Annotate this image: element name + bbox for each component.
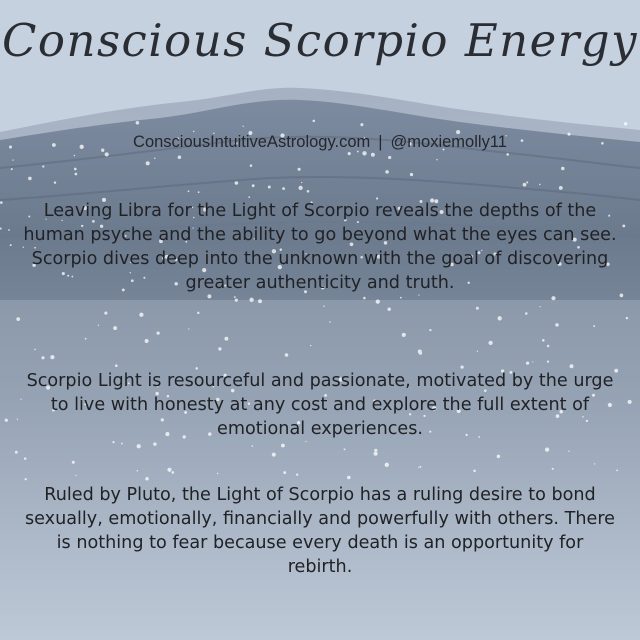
snow-speckle [104, 312, 107, 315]
snow-speckle [420, 466, 422, 468]
snow-speckle [542, 339, 545, 342]
snow-speckle [171, 471, 174, 474]
snow-speckle [371, 153, 375, 157]
paragraph-leaving-libra: Leaving Libra for the Light of Scorpio reveals the depths of the human psyche and the ability to go beyond what the eyes can see. Scorpio dives deep into the unknown with the goal of discovering greater authenticity and truth. [23, 201, 617, 293]
snow-speckle [525, 312, 528, 315]
paragraph-ruled-by-pluto: Ruled by Pluto, the Light of Scorpio has a ruling desire to bond sexually, emotionally, financially and powerfully with others. There is nothing to fear because every death is an opportunity for rebirth. [24, 485, 615, 577]
snow-speckle [360, 123, 363, 126]
snow-speckle [310, 345, 311, 346]
page-title: Conscious Scorpio Energy [1, 14, 639, 67]
snow-speckle [540, 306, 541, 307]
snow-speckle [41, 356, 44, 359]
snow-speckle [12, 159, 13, 160]
snow-speckle [75, 173, 78, 176]
social-handle: @moxiemolly11 [390, 133, 507, 151]
snow-speckle [410, 173, 413, 176]
snow-speckle [42, 165, 44, 167]
snow-speckle [429, 329, 431, 331]
snow-speckle [50, 355, 54, 359]
snow-speckle [105, 152, 109, 156]
snow-speckle [121, 443, 123, 445]
snow-speckle [137, 444, 141, 448]
snow-speckle [17, 419, 18, 420]
snow-speckle [154, 157, 155, 158]
snow-speckle [156, 331, 159, 334]
snow-speckle [98, 325, 99, 326]
snow-speckle [112, 441, 114, 443]
snow-speckle [296, 474, 298, 476]
snow-speckle [301, 182, 302, 183]
snow-speckle [188, 328, 189, 329]
website-text: ConsciousIntuitiveAstrology.com [133, 133, 371, 151]
separator: | [378, 133, 383, 151]
snow-speckle [24, 457, 27, 460]
snow-speckle [523, 183, 527, 187]
snow-speckle [72, 461, 75, 464]
snow-speckle [616, 470, 618, 472]
snow-speckle [74, 168, 77, 171]
snow-speckle [16, 317, 20, 321]
snow-speckle [234, 296, 236, 298]
snow-speckle [593, 325, 595, 327]
snow-speckle [248, 196, 250, 198]
snow-speckle [436, 159, 437, 160]
snow-speckle [526, 181, 528, 183]
snow-speckle [224, 337, 228, 341]
snow-speckle [281, 444, 285, 448]
snow-speckle [344, 448, 346, 450]
snow-speckle [400, 297, 402, 299]
snow-speckle [388, 156, 391, 159]
snow-speckle [532, 361, 533, 362]
snow-speckle [624, 122, 627, 125]
snow-speckle [139, 313, 143, 317]
snow-speckle [198, 191, 200, 193]
snow-speckle [473, 470, 476, 473]
snow-speckle [313, 120, 316, 123]
snow-speckle [74, 155, 76, 157]
snow-speckle [622, 224, 625, 227]
snow-speckle [488, 341, 492, 345]
snow-speckle [568, 450, 569, 451]
snow-speckle [376, 299, 380, 303]
snow-speckle [218, 347, 221, 350]
snow-speckle [402, 333, 406, 337]
snow-speckle [418, 467, 419, 468]
snow-speckle [418, 350, 422, 354]
snow-speckle [552, 468, 554, 470]
snow-speckle [188, 190, 190, 192]
snow-speckle [283, 471, 286, 474]
paragraph-scorpio-light: Scorpio Light is resourceful and passionate, motivated by the urge to live with honesty at any cost and explore the full extent of emotional experiences. [26, 371, 614, 439]
snow-speckle [497, 455, 500, 458]
snow-speckle [282, 187, 285, 190]
snow-speckle [526, 361, 529, 364]
snow-speckle [305, 441, 306, 442]
snow-speckle [28, 177, 32, 181]
snow-speckle [387, 307, 390, 310]
snow-speckle [136, 121, 140, 125]
snow-speckle [193, 131, 195, 133]
snow-speckle [34, 349, 36, 351]
snow-speckle [249, 298, 253, 302]
snow-speckle [243, 126, 244, 127]
snow-speckle [258, 299, 262, 303]
snow-speckle [545, 447, 549, 451]
snow-speckle [217, 473, 218, 474]
snow-speckle [555, 323, 559, 327]
snow-speckle [347, 476, 351, 480]
snow-speckle [145, 339, 149, 343]
snow-speckle [54, 181, 56, 183]
snow-speckle [307, 190, 310, 193]
snow-speckle [594, 463, 595, 464]
snow-speckle [506, 153, 509, 156]
snow-speckle [15, 451, 18, 454]
snow-speckle [363, 297, 366, 300]
snow-speckle [252, 184, 255, 187]
snow-speckle [374, 449, 377, 452]
snow-speckle [298, 168, 301, 171]
snow-speckle [569, 364, 573, 368]
snow-speckle [385, 170, 389, 174]
snow-speckle [167, 468, 171, 472]
snow-speckle [539, 184, 541, 186]
snow-speckle [5, 419, 8, 422]
snow-speckle [272, 453, 276, 457]
snow-speckle [298, 186, 302, 190]
snow-speckle [25, 478, 27, 480]
snow-speckle [146, 161, 150, 165]
snow-speckle [137, 470, 139, 472]
snow-speckle [620, 294, 624, 298]
snow-speckle [251, 445, 253, 447]
snow-speckle [197, 312, 199, 314]
snow-speckle [477, 351, 478, 352]
snow-speckle [561, 167, 564, 170]
snow-speckle [551, 296, 555, 300]
source-line [0, 133, 640, 152]
snow-speckle [628, 400, 632, 404]
snow-speckle [207, 294, 211, 298]
snow-speckle [626, 317, 628, 319]
snow-speckle [153, 442, 156, 445]
snow-speckle [250, 164, 253, 167]
snow-speckle [10, 244, 12, 246]
snow-speckle [235, 299, 238, 302]
snow-speckle [559, 186, 563, 190]
snow-speckle [329, 321, 330, 322]
snow-speckle [115, 364, 118, 367]
snow-speckle [85, 338, 87, 340]
snow-speckle [268, 186, 271, 189]
snow-speckle [476, 307, 479, 310]
snow-speckle [8, 229, 10, 231]
snow-speckle [374, 452, 378, 456]
snow-speckle [385, 463, 389, 467]
snow-speckle [323, 305, 324, 306]
snow-speckle [547, 345, 550, 348]
snow-speckle [113, 326, 117, 330]
snow-speckle [75, 475, 76, 476]
snow-speckle [547, 360, 549, 362]
snow-speckle [0, 201, 3, 204]
snow-speckle [235, 181, 239, 185]
snow-speckle [285, 353, 289, 357]
snow-speckle [348, 152, 351, 155]
snow-speckle [11, 168, 13, 170]
snow-speckle [178, 156, 182, 160]
snow-speckle [145, 477, 149, 481]
snow-speckle [498, 316, 502, 320]
